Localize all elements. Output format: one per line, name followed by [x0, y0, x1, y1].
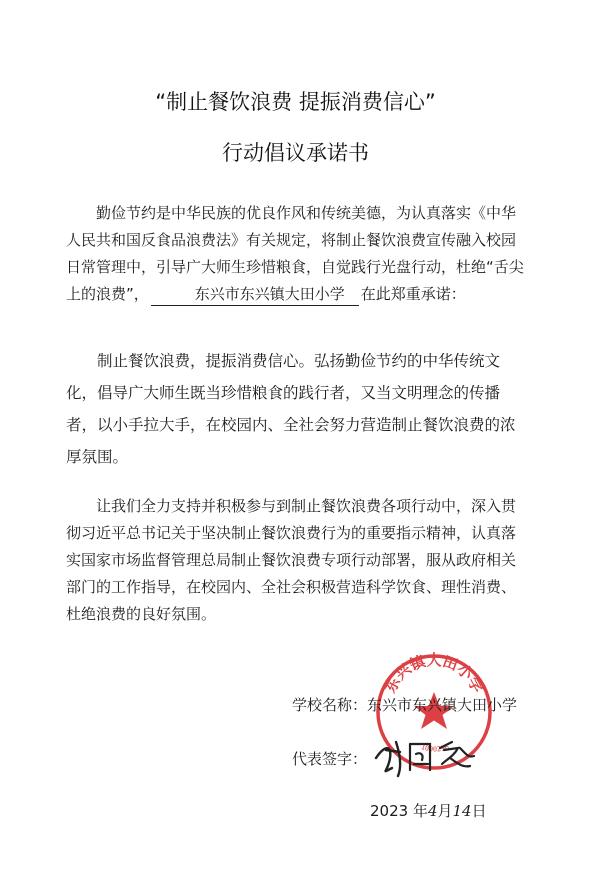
school-name-blank: 东兴市东兴镇大田小学	[151, 283, 359, 306]
handwritten-signature	[370, 728, 480, 780]
representative-row	[292, 748, 367, 769]
school-name-row	[292, 694, 517, 715]
seal-number: 1000296	[419, 742, 451, 754]
date-day-unit: 日	[471, 802, 487, 820]
document-title-line2: 行动倡议承诺书	[222, 141, 369, 165]
paragraph-intro	[66, 200, 526, 308]
school-name-label: 学校名称：	[292, 696, 368, 714]
date-month-unit: 月	[437, 802, 453, 820]
school-name-value: 东兴市东兴镇大田小学	[367, 696, 518, 714]
date-row	[370, 800, 487, 821]
representative-label: 代表签字：	[292, 750, 368, 768]
seal-text: 东兴镇大田小学	[381, 651, 487, 696]
paragraph-action: 让我们全力支持并积极参与到制止餐饮浪费各项行动中，深入贯彻习近平总书记关于坚决制止餐饮浪费行为的重要指示精神，认真落实国家市场监督管理总局制止餐饮浪费专项行动部署，服从政府相关部门的工作指导，在校园内、全社会积极营造科学饮食、理性消费、杜绝浪费的良好氛围。	[66, 497, 517, 623]
document-title-line1: “制止餐饮浪费 提振消费信心”	[155, 90, 436, 114]
paragraph-pledge: 制止餐饮浪费，提振消费信心。弘扬勤俭节约的中华传统文化，倡导广大师生既当珍惜粮食的践行者，又当文明理念的传播者，以小手拉大手，在校园内、全社会努力营造制止餐饮浪费的浓厚氛围。	[66, 352, 516, 466]
date-day: 14	[452, 802, 472, 820]
date-month: 4	[427, 802, 438, 820]
paragraph-intro-tail: 在此郑重承诺：	[360, 285, 466, 303]
date-year: 2023 年	[370, 802, 428, 820]
paragraph-intro-lead: 勤俭节约是中华民族的优良作风和传统美德，为认真落实《中华人民共和国反食品浪费法》有关规定，将制止餐饮浪费宣传融入校园日常管理中，引导广大师生珍惜粮食，自觉践行光盘行动，杜绝“舌尖上的浪费”，	[66, 204, 524, 303]
